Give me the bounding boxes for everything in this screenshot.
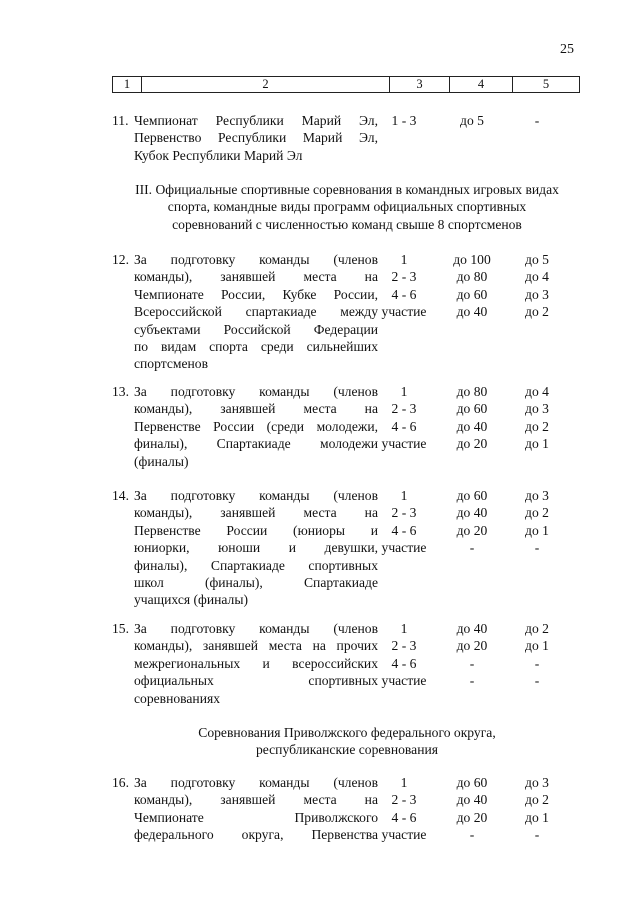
row-points: до 5 (460, 113, 484, 128)
row-places: 1 2 - 3 4 - 6 участие (381, 252, 427, 320)
row-description: За подготовку команды (членов команды), занявшей места на Чемпионате Приволжского федерального округа, Первенства (134, 775, 378, 843)
row-points: до 80 до 60 до 40 до 20 (456, 384, 488, 452)
row-places: 1 2 - 3 4 - 6 участие (381, 384, 427, 452)
row-points: до 60 до 40 до 20 - (456, 488, 488, 556)
table-header-row (112, 76, 580, 93)
row-coefficient: - (534, 113, 540, 128)
row-number: 12. (112, 252, 129, 267)
row-coefficient: до 2 до 1 - - (525, 621, 549, 689)
row-description: За подготовку команды (членов команды), занявшей места на Первенстве России (среди молодежи, финалы), Спартакиаде молодежи (финалы) (134, 384, 378, 469)
header-cell-2: 2 (142, 77, 390, 92)
row-number: 16. (112, 775, 129, 790)
header-cell-5: 5 (542, 77, 550, 91)
row-points: до 40 до 20 - - (456, 621, 488, 689)
row-description: Чемпионат Республики Марий Эл, Первенство Республики Марий Эл, Кубок Республики Марий Эл (134, 113, 378, 163)
row-places: 1 - 3 (391, 113, 417, 128)
section-pfo-heading: Соревнования Приволжского федерального округа, республиканские соревнования (198, 725, 496, 758)
row-number: 11. (112, 113, 129, 128)
row-places: 1 2 - 3 4 - 6 участие (381, 621, 427, 689)
row-coefficient: до 4 до 3 до 2 до 1 (525, 384, 549, 452)
row-coefficient: до 3 до 2 до 1 - (525, 775, 549, 843)
row-description: За подготовку команды (членов команды), занявшей места на Первенстве России (юниоры и юниорки, юноши и девушки, финалы), Спартакиаде спортивных школ (финалы), Спартакиаде учащихся (финалы) (134, 488, 378, 608)
row-places: 1 2 - 3 4 - 6 участие (381, 488, 427, 556)
row-points: до 60 до 40 до 20 - (456, 775, 488, 843)
row-description: За подготовку команды (членов команды), занявшей места на прочих межрегиональных и всероссийских официальных спортивных соревнованиях (134, 621, 378, 706)
row-coefficient: до 5 до 4 до 3 до 2 (525, 252, 549, 320)
row-points: до 100 до 80 до 60 до 40 (453, 252, 491, 320)
section-iii-heading: III. Официальные спортивные соревнования в командных игровых видах спорта, командные виды программ официальных спортивных соревнований с численностью команд свыше 8 спортсменов (135, 182, 559, 232)
header-cell-4: 4 (450, 77, 513, 92)
row-coefficient: до 3 до 2 до 1 - (525, 488, 549, 556)
page-number: 25 (560, 42, 574, 57)
row-number: 15. (112, 621, 129, 636)
row-description: За подготовку команды (членов команды), занявшей места на Чемпионате России, Кубке России, Всероссийской спартакиаде между субъектами Российской Федерации по видам спорта среди сильнейших спортсменов (134, 252, 378, 372)
header-cell-3: 3 (390, 77, 450, 92)
row-places: 1 2 - 3 4 - 6 участие (381, 775, 427, 843)
row-number: 13. (112, 384, 129, 399)
row-number: 14. (112, 488, 129, 503)
header-cell-1: 1 (113, 77, 142, 92)
